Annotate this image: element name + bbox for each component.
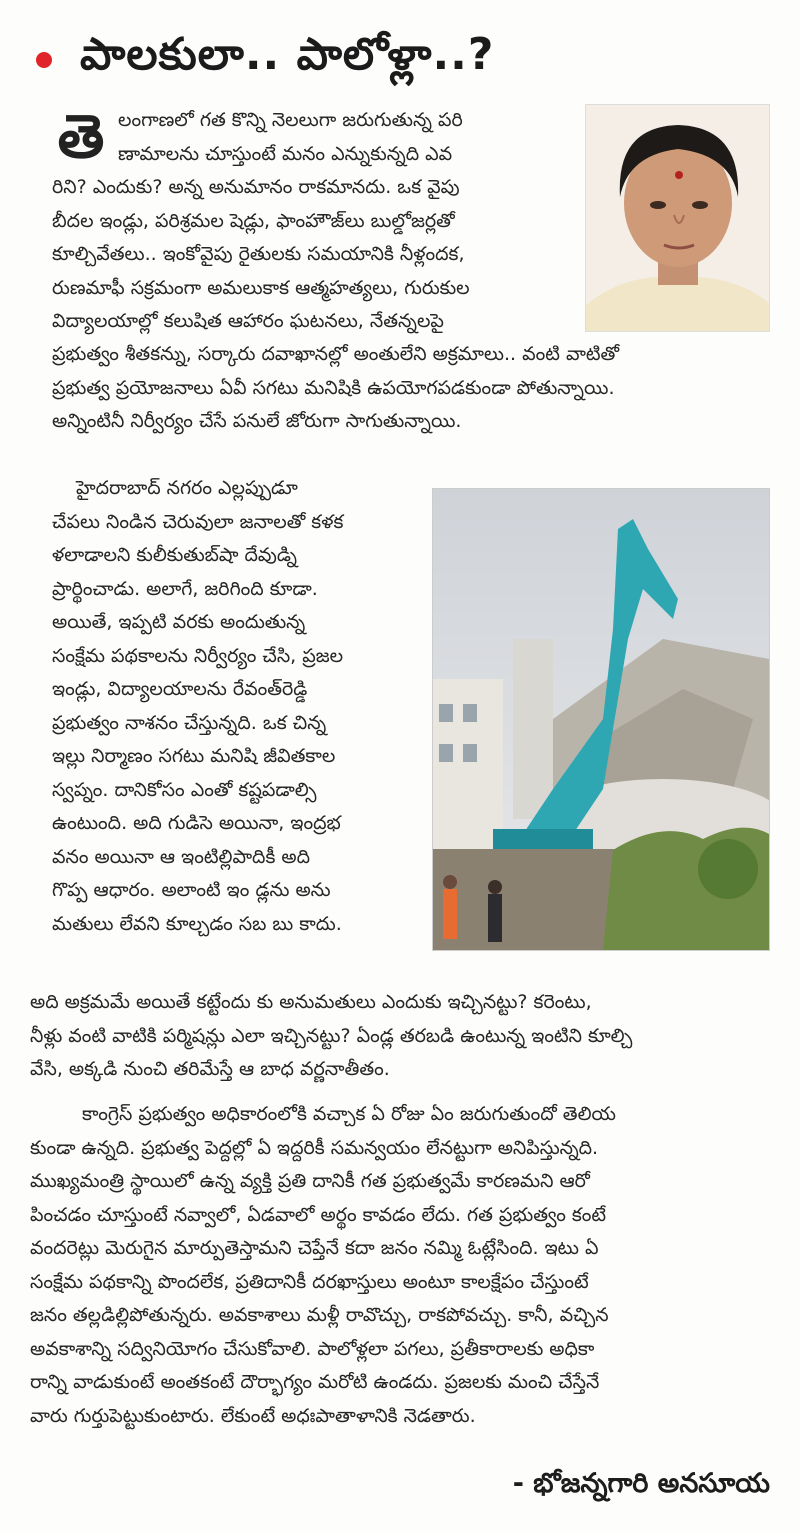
text-line: మతులు లేవని కూల్చడం సబ బు కాదు.	[52, 912, 342, 935]
text-line: రాన్ని వాడుకుంటే అంతకంటే దౌర్భాగ్యం మరోటి ఉండదు. ప్రజలకు మంచి చేస్తేనే	[30, 1371, 600, 1393]
text-line: ప్రభుత్వ ప్రయోజనాలు ఏవీ సగటు మనిషికి ఉపయోగపడకుండా పోతున్నాయి.	[52, 376, 615, 399]
text-line: ఇండ్లు, విద్యాలయాలను రేవంత్‌రెడ్డి	[52, 678, 308, 700]
text-line: బీదల ఇండ్లు, పరిశ్రమల షెడ్లు, ఫాంహౌజ్‌లు బుల్డోజర్లతో	[52, 209, 455, 232]
second-paragraph-narrow	[52, 472, 424, 941]
text-line: హైదరాబాద్ నగరం ఎల్లప్పుడూ	[76, 477, 298, 499]
author-byline: - భోజన్నగారి అనసూయ	[512, 1468, 770, 1499]
text-line: ప్రభుత్వం శీతకన్ను, సర్కారు దవాఖానల్లో అంతులేని అక్రమాలు.. వంటి వాటితో	[52, 343, 620, 365]
text-line: వనం అయినా ఆ ఇంటిల్లిపాదికీ అది	[52, 845, 311, 868]
third-paragraph	[30, 1098, 772, 1433]
text-line: వేసి, అక్కడి నుంచి తరిమేస్తే ఆ బాధ వర్ణనాతీతం.	[30, 1058, 390, 1080]
text-line: ప్రభుత్వం నాశనం చేస్తున్నది. ఒక చిన్న	[52, 711, 327, 734]
text-line: రుణమాఫీ సక్రమంగా అమలుకాక ఆత్మహత్యలు, గురుకుల	[52, 276, 470, 299]
text-line: ప్రార్థించాడు. అలాగే, జరిగింది కూడా.	[52, 577, 318, 600]
second-paragraph-wide	[30, 986, 772, 1087]
text-line: స్వప్నం. దానికోసం ఎంతో కష్టపడాల్సి	[52, 778, 317, 801]
text-line: వందరెట్లు మెరుగైన మార్పుతెస్తామని చెప్తేనే కదా జనం నమ్మి ఓట్లేసింది. ఇటు ఏ	[30, 1237, 599, 1259]
text-line: పించడం చూస్తుంటే నవ్వాలో, ఏడవాలో అర్థం కావడం లేదు. గత ప్రభుత్వం కంటే	[30, 1203, 607, 1226]
red-bullet-icon	[36, 52, 52, 68]
text-line: ఇల్లు నిర్మాణం సగటు మనిషి జీవితకాల	[52, 745, 336, 767]
text-line: గొప్ప ఆధారం. అలాంటి ఇం డ్లను అను	[52, 879, 331, 901]
headline-row	[36, 28, 494, 92]
author-photo	[585, 104, 770, 332]
text-line: ళలాడాలని కులీకుతుబ్‌షా దేవుడ్ని	[52, 544, 297, 566]
text-line: సంక్షేమ పథకాన్ని పొందలేక, ప్రతిదానికీ దరఖాస్తులు అంటూ కాలక్షేపం చేస్తుంటే	[30, 1270, 589, 1293]
intro-paragraph-narrow	[52, 104, 574, 339]
text-line: అవకాశాన్ని సద్వినియోగం చేసుకోవాలి. పాలోళ్లలా పగలు, ప్రతీకారాలకు అధికా	[30, 1337, 595, 1360]
text-line: అది అక్రమమే అయితే కట్టేందు కు అనుమతులు ఎందుకు ఇచ్చినట్టు? కరెంటు,	[30, 991, 592, 1013]
text-line: జనం తల్లడిల్లిపోతున్నరు. అవకాశాలు మళ్లీ రావొచ్చు, రాకపోవచ్చు. కానీ, వచ్చిన	[30, 1304, 609, 1326]
text-line: సంక్షేమ పథకాలను నిర్వీర్యం చేసి, ప్రజల	[52, 644, 344, 667]
text-line: లంగాణలో గత కొన్ని నెలలుగా జరుగుతున్న పరి	[118, 109, 463, 131]
demolition-photo	[432, 488, 770, 951]
text-line: వారు గుర్తుపెట్టుకుంటారు. లేకుంటే అధఃపాతాళానికి నెడతారు.	[30, 1404, 476, 1427]
text-line: కాంగ్రెస్ ప్రభుత్వం అధికారంలోకి వచ్చాక ఏ రోజు ఏం జరుగుతుందో తెలియ	[82, 1103, 616, 1125]
drop-cap: తె	[57, 102, 105, 172]
text-line: నీళ్లు వంటి వాటికి పర్మిషన్లు ఎలా ఇచ్చినట్టు? ఏండ్ల తరబడి ఉంటున్న ఇంటిని కూల్చి	[30, 1024, 633, 1047]
text-line: కుండా ఉన్నది. ప్రభుత్వ పెద్దల్లో ఏ ఇద్దరికీ సమన్వయం లేనట్టుగా అనిపిస్తున్నది.	[30, 1136, 599, 1159]
text-line: కూల్చివేతలు.. ఇంకోవైపు రైతులకు సమయానికి నీళ్లందక,	[52, 243, 465, 265]
headline: పాలకులా.. పాలోళ్లా..?	[80, 29, 495, 80]
text-line: ఉంటుంది. అది గుడిసె అయినా, ఇంద్రభ	[52, 812, 341, 834]
text-line: విద్యాలయాల్లో కలుషిత ఆహారం ఘటనలు, నేతన్నలపై	[52, 310, 444, 332]
text-line: అయితే, ఇప్పటి వరకు అందుతున్న	[52, 611, 306, 633]
text-line: రిని? ఎందుకు? అన్న అనుమానం రాకమానదు. ఒక వైపు	[52, 176, 460, 198]
text-line: అన్నింటినీ నిర్వీర్యం చేసే పనులే జోరుగా సాగుతున్నాయి.	[52, 410, 462, 432]
demolition-image	[433, 489, 769, 950]
intro-paragraph-wide	[52, 338, 770, 439]
author-portrait-image	[586, 105, 769, 331]
text-line: ముఖ్యమంత్రి స్థాయిలో ఉన్న వ్యక్తి ప్రతి దానికీ గత ప్రభుత్వమే కారణమని ఆరో	[30, 1170, 590, 1192]
text-line: చేపలు నిండిన చెరువులా జనాలతో కళక	[52, 510, 344, 533]
text-line: ణామాలను చూస్తుంటే మనం ఎన్నుకున్నది ఎవ	[118, 142, 453, 165]
